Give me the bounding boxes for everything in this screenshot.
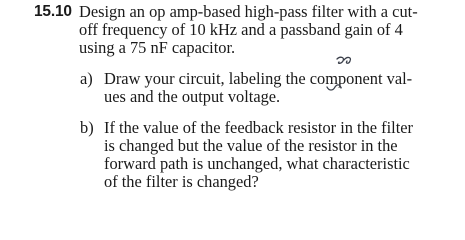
handwritten-scribble-mark <box>337 57 350 63</box>
part-b-label: b) <box>80 118 94 137</box>
part-a-label: a) <box>80 69 93 88</box>
part-b-line-2: is changed but the value of the resistor in the <box>104 136 398 155</box>
problem-number: 15.10 <box>34 3 72 20</box>
part-a-line-2: ues and the output voltage. <box>104 87 281 106</box>
part-b-line-1: If the value of the feedback resistor in the filter <box>104 118 414 137</box>
statement-line-1: Design an op amp-based high-pass filter with a cut- <box>79 2 418 21</box>
part-a-line-1: Draw your circuit, labeling the component val- <box>104 69 413 88</box>
part-b-line-4: of the filter is changed? <box>104 172 259 191</box>
statement-line-2: off frequency of 10 kHz and a passband gain of 4 <box>79 20 403 39</box>
part-b-line-3: forward path is unchanged, what characteristic <box>104 154 410 173</box>
statement-line-3: using a 75 nF capacitor. <box>79 38 236 57</box>
